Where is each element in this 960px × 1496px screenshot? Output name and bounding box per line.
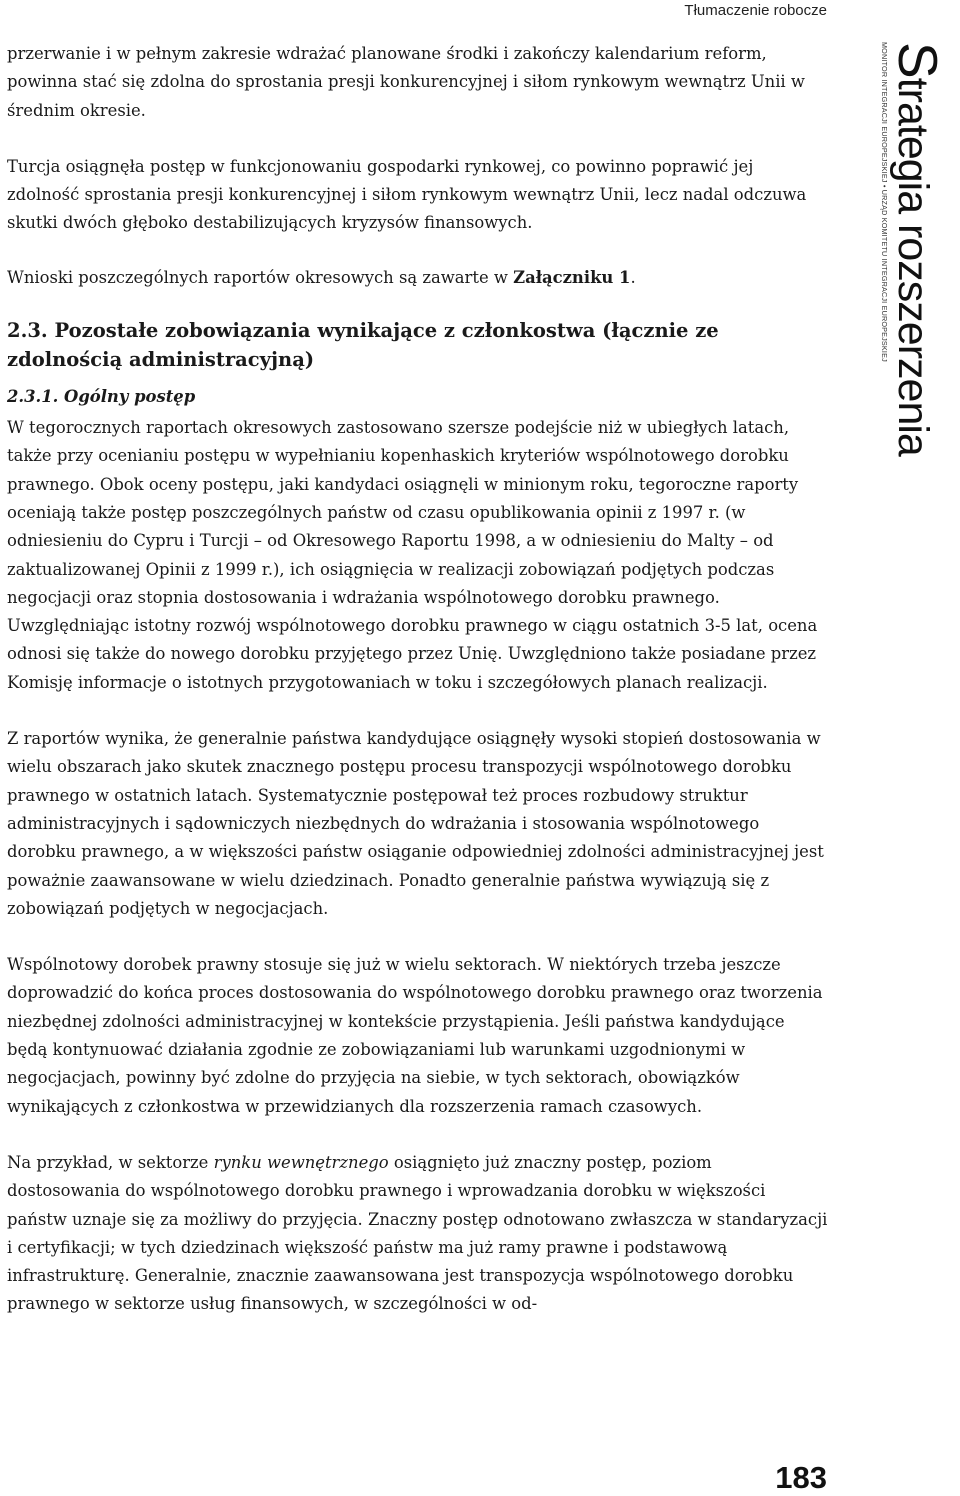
draft-translation-label: Tłumaczenie robocze xyxy=(684,2,827,19)
conclusions-end: . xyxy=(630,267,636,287)
internal-market-term: rynku wewnętrznego xyxy=(213,1152,389,1172)
section-heading-2-3: 2.3. Pozostałe zobowiązania wynikające z członkostwa (łącznie ze zdolnością administracyjną) xyxy=(7,319,719,372)
paragraph-turkey: Turcja osiągnęła postęp w funkcjonowaniu gospodarki rynkowej, co powinno poprawić jej zdolność sprostania presji konkurencyjnej i siłom rynkowym wewnątrz Unii, lecz nadal odczuwa skutki dwóch głęboko destabilizujących kryzysów finansowych. xyxy=(7,156,807,233)
page-number: 183 xyxy=(775,1460,827,1495)
paragraph-internal-market xyxy=(7,1149,829,1319)
sidebar-monitor-text: MONITOR INTEGRACJI EUROPEJSKIEJ • URZĄD KOMITETU INTEGRACJI EUROPEJSKIEJ xyxy=(880,42,889,362)
sidebar-title-rest: trategia rozszerzenia xyxy=(889,77,937,456)
internal-market-text-start: Na przykład, w sektorze xyxy=(7,1152,214,1172)
section-heading-2-3-1: 2.3.1. Ogólny postęp xyxy=(7,387,196,407)
main-content xyxy=(7,40,829,1319)
internal-market-text-rest: osiągnięto już znaczny postęp, poziom dostosowania do wspólnotowego dorobku prawnego i wprowadzania dorobku w większości państw uznaje się za możliwy do przyjęcia. Znaczny postęp odnotowano zwłaszcza w standaryzacji i certyfikacji; w tych dziedzinach większość państw ma już ramy prawne i podstawową infrastrukturę. Generalnie, znacznie zaawansowana jest transpozycja wspólnotowego dorobku prawnego w sektorze usług finansowych, w szczególności w od- xyxy=(7,1152,828,1314)
sidebar-title-initial: S xyxy=(887,42,949,78)
paragraph-conclusions xyxy=(7,264,829,292)
sidebar-title xyxy=(886,42,949,456)
annex-reference: Załączniku 1 xyxy=(513,267,631,287)
paragraph-acquis-sectors: Wspólnotowy dorobek prawny stosuje się już w wielu sektorach. W niektórych trzeba jeszcze doprowadzić do końca proces dostosowania do wspólnotowego dorobku prawnego oraz tworzenia niezbędnej zdolności administracyjnej w kontekście przystąpienia. Jeśli państwa kandydujące będą kontynuować działania zgodnie ze zobowiązaniami lub warunkami uzgodnionymi w negocjacjach, powinny być zdolne do przyjęcia na siebie, w tych sektorach, obowiązków wynikających z członkostwa w przewidzianych dla rozszerzenia ramach czasowych. xyxy=(7,955,823,1116)
sidebar xyxy=(846,42,956,492)
paragraph-reports-findings: Z raportów wynika, że generalnie państwa kandydujące osiągnęły wysoki stopień dostosowania w wielu obszarach jako skutek znacznego postępu procesu transpozycji wspólnotowego dorobku prawnego w ostatnich latach. Systematycznie postępował też proces rozbudowy struktur administracyjnych i sądowniczych niezbędnych do wdrażania i stosowania wspólnotowego dorobku prawnego, a w większości państw osiąganie odpowiedniej zdolności administracyjnej jest poważnie zaawansowane w wielu dziedzinach. Ponadto generalnie państwa wywiązują się z zobowiązań podjętych w negocjacjach. xyxy=(7,729,824,918)
conclusions-text: Wnioski poszczególnych raportów okresowych są zawarte w xyxy=(7,267,514,287)
paragraph-continuation: przerwanie i w pełnym zakresie wdrażać planowane środki i zakończy kalendarium reform, powinna stać się zdolna do sprostania presji konkurencyjnej i siłom rynkowym wewnątrz Unii w średnim okresie. xyxy=(7,44,805,120)
paragraph-general-progress: W tegorocznych raportach okresowych zastosowano szersze podejście niż w ubiegłych latach, także przy ocenianiu postępu w wypełnianiu kopenhaskich kryteriów wspólnotowego dorobku prawnego. Obok oceny postępu, jaki kandydaci osiągnęli w minionym roku, tegoroczne raporty oceniają także postęp poszczególnych państw od czasu opublikowania opinii z 1997 r. (w odniesieniu do Cypru i Turcji – od Okresowego Raportu 1998, a w odniesieniu do Malty – od zaktualizowanej Opinii z 1999 r.), ich osiągnięcia w realizacji zobowiązań podjętych podczas negocjacji oraz stopnia dostosowania i wdrażania wspólnotowego dorobku prawnego. Uwzględniając istotny rozwój wspólnotowego dorobku prawnego w ciągu ostatnich 3-5 lat, ocena odnosi się także do nowego dorobku przyjętego przez Unię. Uwzględniono także posiadane przez Komisję informacje o istotnych przygotowaniach w toku i szczegółowych planach realizacji. xyxy=(7,418,818,692)
